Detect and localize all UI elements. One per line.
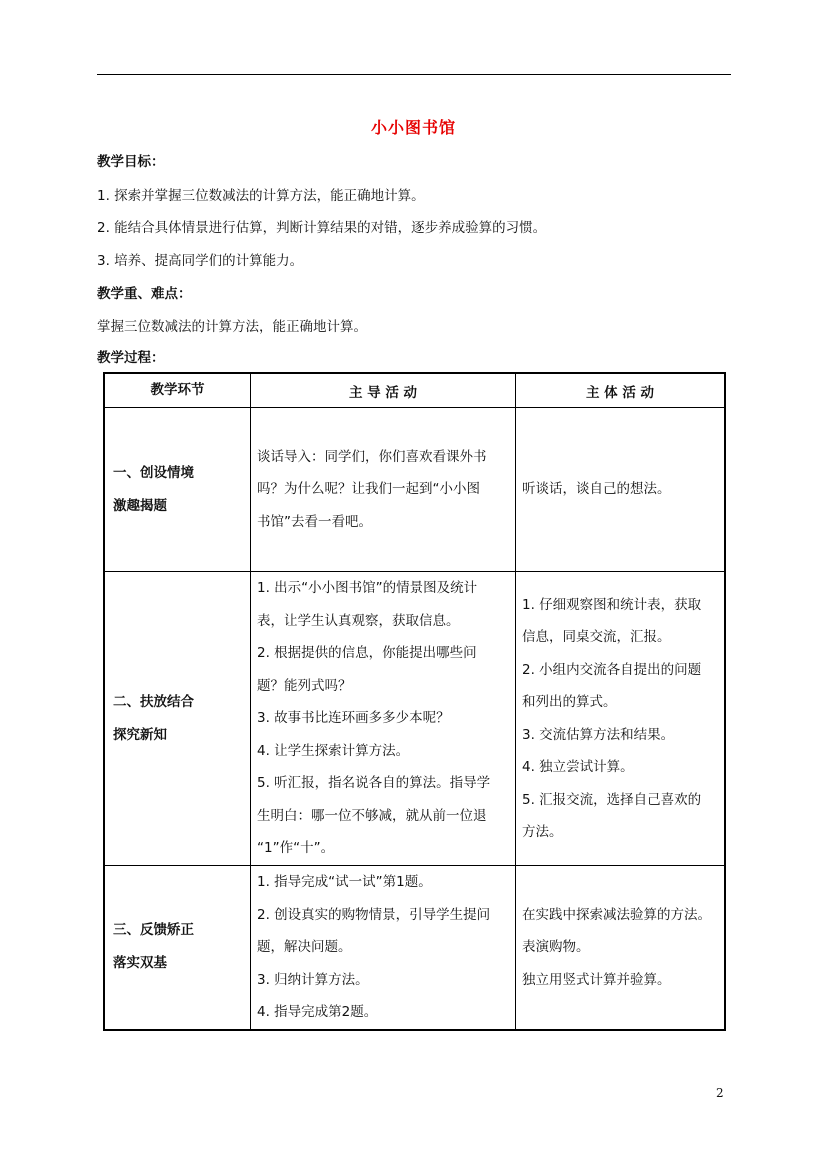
student-cell <box>516 572 726 866</box>
lead-line: 2. 根据提供的信息，你能提出哪些问 <box>257 645 477 662</box>
process-heading: 教学过程： <box>97 350 165 366</box>
lead-cell <box>251 866 516 1030</box>
table-header-row <box>104 373 725 408</box>
lead-line: 吗？为什么呢？让我们一起到“小小图 <box>257 481 480 498</box>
student-line: 和列出的算式。 <box>522 694 617 710</box>
goal-item-3: 3. 培养、提高同学们的计算能力。 <box>97 253 304 269</box>
student-line: 听谈话，谈自己的想法。 <box>522 481 671 498</box>
lead-line: 2. 创设真实的购物情景，引导学生提问 <box>257 906 491 923</box>
lead-line: 4. 指导完成第2题。 <box>257 1004 378 1020</box>
student-cell <box>516 866 726 1030</box>
stage-line: 探究新知 <box>113 726 167 743</box>
student-line: 3. 交流估算方法和结果。 <box>522 726 675 743</box>
lead-cell <box>251 572 516 866</box>
lead-line: “1”作“十”。 <box>257 840 335 857</box>
goal-item-1: 1. 探索并掌握三位数减法的计算方法，能正确地计算。 <box>97 188 425 204</box>
student-line: 信息，同桌交流，汇报。 <box>522 629 671 645</box>
lead-line: 书馆”去看一看吧。 <box>257 513 372 530</box>
page-number: 2 <box>716 1086 724 1100</box>
table-row <box>104 572 725 866</box>
lead-line: 1. 指导完成“试一试”第1题。 <box>257 874 432 890</box>
header-student-activity: 主 体 活 动 <box>516 373 726 408</box>
lead-line: 1. 出示“小小图书馆”的情景图及统计 <box>257 580 478 597</box>
stage-line: 三、反馈矫正 <box>113 922 194 939</box>
lead-line: 3. 故事书比连环画多多少本呢？ <box>257 710 450 727</box>
student-line: 4. 独立尝试计算。 <box>522 759 634 775</box>
lead-line: 表，让学生认真观察，获取信息。 <box>257 612 460 629</box>
lead-line: 4. 让学生探索计算方法。 <box>257 742 410 759</box>
student-line: 表演购物。 <box>522 939 590 955</box>
student-line: 在实践中探索减法验算的方法。 <box>522 906 711 923</box>
page-title: 小小图书馆 <box>370 118 456 137</box>
stage-cell <box>104 408 251 572</box>
process-table <box>103 372 726 1031</box>
lead-line: 3. 归纳计算方法。 <box>257 971 369 988</box>
lead-line: 题？能列式吗？ <box>257 677 352 694</box>
table-row <box>104 408 725 572</box>
goal-item-2: 2. 能结合具体情景进行估算，判断计算结果的对错，逐步养成验算的习惯。 <box>97 220 547 236</box>
stage-line: 二、扶放结合 <box>113 693 194 710</box>
table-row <box>104 866 725 1030</box>
lead-line: 5. 听汇报，指名说各自的算法。指导学 <box>257 775 491 792</box>
lead-cell <box>251 408 516 572</box>
student-line: 5. 汇报交流，选择自己喜欢的 <box>522 791 702 808</box>
stage-line: 激趣揭题 <box>113 497 167 514</box>
lead-line: 生明白：哪一位不够减，就从前一位退 <box>257 807 487 824</box>
header-lead-activity: 主 导 活 动 <box>251 373 516 408</box>
header-stage: 教学环节 <box>104 373 251 408</box>
keypoints-text: 掌握三位数减法的计算方法，能正确地计算。 <box>97 319 367 335</box>
student-cell <box>516 408 726 572</box>
student-line: 1. 仔细观察图和统计表，获取 <box>522 596 702 613</box>
keypoints-heading: 教学重、难点： <box>97 286 192 302</box>
stage-cell <box>104 866 251 1030</box>
goals-heading: 教学目标： <box>97 154 165 170</box>
header-rule <box>97 74 731 75</box>
student-line: 2. 小组内交流各自提出的问题 <box>522 661 702 678</box>
stage-line: 一、创设情境 <box>113 464 194 481</box>
lead-line: 题，解决问题。 <box>257 939 352 955</box>
student-line: 方法。 <box>522 824 563 840</box>
lead-line: 谈话导入：同学们，你们喜欢看课外书 <box>257 448 487 465</box>
student-line: 独立用竖式计算并验算。 <box>522 971 671 988</box>
stage-cell <box>104 572 251 866</box>
stage-line: 落实双基 <box>113 955 167 972</box>
